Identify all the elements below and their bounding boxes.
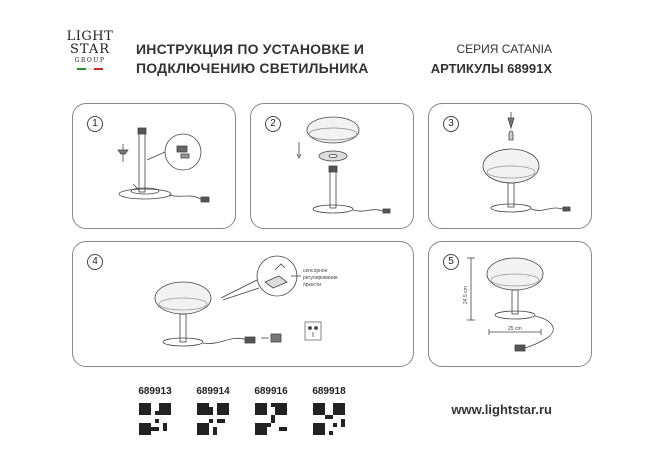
logo-line-2: STAR <box>69 42 111 57</box>
website-link[interactable]: www.lightstar.ru <box>451 402 552 417</box>
code-item <box>252 386 290 435</box>
article-codes <box>136 386 348 435</box>
code-article: 689914 <box>196 386 230 397</box>
qr-code-icon[interactable] <box>255 403 287 435</box>
step-1-illustration <box>73 104 235 228</box>
height-label: 24,5 cm <box>463 286 469 304</box>
code-item <box>310 386 348 435</box>
italian-flag-icon <box>77 68 103 70</box>
step-2-panel <box>250 103 414 229</box>
step-4-panel <box>72 241 414 367</box>
code-article: 689916 <box>254 386 288 397</box>
page-title <box>136 40 369 78</box>
qr-code-icon[interactable] <box>139 403 171 435</box>
step-1-number: 1 <box>87 116 103 132</box>
title-line-2: ПОДКЛЮЧЕНИЮ СВЕТИЛЬНИКА <box>136 60 369 76</box>
step-3-panel <box>428 103 592 229</box>
step-2-number: 2 <box>265 116 281 132</box>
step-5-illustration <box>429 242 591 366</box>
step-1-panel <box>72 103 236 229</box>
sensor-note-line-1: сенсорное <box>303 268 328 274</box>
qr-code-icon[interactable] <box>313 403 345 435</box>
code-item <box>136 386 174 435</box>
step-4-illustration <box>73 242 413 366</box>
series-name: СЕРИЯ CATANIA <box>456 42 552 56</box>
brand-logo <box>64 30 116 82</box>
step-3-number: 3 <box>443 116 459 132</box>
logo-line-3: GROUP <box>74 57 106 64</box>
series-info <box>431 40 552 78</box>
sensor-note-line-3: яркости <box>303 282 322 288</box>
sensor-note-line-2: регулирование <box>303 275 338 281</box>
qr-code-icon[interactable] <box>197 403 229 435</box>
code-article: 689913 <box>138 386 172 397</box>
step-4-number: 4 <box>87 254 103 270</box>
step-5-number: 5 <box>443 254 459 270</box>
step-2-illustration <box>251 104 413 228</box>
width-label: 25 cm <box>508 326 522 332</box>
logo-line-1: LIGHT <box>66 29 114 44</box>
step-3-illustration <box>429 104 591 228</box>
code-article: 689918 <box>312 386 346 397</box>
step-5-panel <box>428 241 592 367</box>
title-line-1: ИНСТРУКЦИЯ ПО УСТАНОВКЕ И <box>136 41 365 57</box>
code-item <box>194 386 232 435</box>
article-numbers: АРТИКУЛЫ 68991Х <box>430 61 552 76</box>
